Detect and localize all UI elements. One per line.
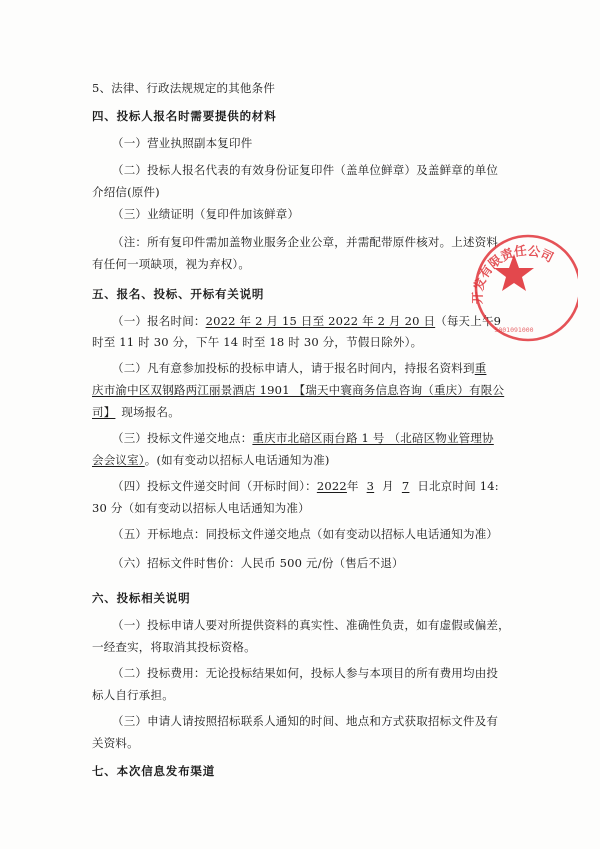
registration-time-label: （一）报名时间： — [112, 314, 206, 328]
bid-note-3-cont: 关资料。 — [92, 736, 139, 750]
material-item-2: （二）投标人报名代表的有效身份证复印件（盖单位鲜章）及盖鲜章的单位 — [112, 163, 499, 177]
registration-time-hours: （每天上午9 — [435, 314, 502, 328]
bid-note-2: （二）投标费用：无论投标结果如何，投标人参与本项目的所有费用均由投 — [112, 666, 499, 680]
bid-note-1: （一）投标申请人要对所提供资料的真实性、准确性负责，如有虚假或偏差， — [112, 618, 510, 632]
submission-time-cont: 30 分（如有变动以招标人电话通知为准） — [92, 501, 310, 515]
bid-note-3: （三）申请人请按照招标联系人通知的时间、地点和方式获取招标文件及有 — [112, 714, 499, 728]
section-6-heading: 六、投标相关说明 — [92, 591, 191, 605]
section-7-heading: 七、本次信息发布渠道 — [92, 764, 215, 778]
registration-place: （二）凡有意参加投标的投标申请人，请于报名时间内，持报名资料到重 — [112, 361, 487, 375]
bid-note-2-cont: 标人自行承担。 — [92, 688, 174, 702]
material-item-2-cont: 介绍信(原件) — [92, 185, 160, 199]
registration-address: 庆市渝中区双钢路两江丽景酒店 1901 【瑞天中寰商务信息咨询（重庆）有限公 — [92, 383, 505, 397]
section-5-heading: 五、报名、投标、开标有关说明 — [92, 287, 265, 301]
submission-address: 重庆市北碚区雨台路 1 号 （北碚区物业管理协 — [252, 431, 494, 445]
registration-address-start: 重 — [474, 361, 487, 375]
submission-time: （四）投标文件递交时间（开标时间）：2022年 3 月 7 日北京时间 14: — [112, 479, 499, 493]
note-line-1: （注：所有复印件需加盖物业服务企业公章，并需配带原件核对。上述资料 — [112, 235, 499, 249]
submission-place: （三）投标文件递交地点：重庆市北碚区雨台路 1 号 （北碚区物业管理协 — [112, 431, 494, 445]
seal-arc-text: 开发有限责任公司 — [469, 242, 556, 305]
material-item-3: （三）业绩证明（复印件加该鲜章） — [112, 207, 300, 221]
section-4-heading: 四、投标人报名时需要提供的材料 — [92, 109, 277, 123]
document-price: （六）招标文件时售价：人民币 500 元/份（售后不退） — [112, 556, 404, 570]
registration-date-range: 2022 年 2 月 15 日至 2022 年 2 月 20 日 — [205, 314, 436, 328]
company-seal — [458, 228, 578, 348]
condition-item-5: 5、法律、行政法规规定的其他条件 — [92, 81, 276, 95]
bid-note-1-cont: 一经查实，将取消其投标资格。 — [92, 640, 256, 654]
registration-time-cont: 时至 11 时 30 分，下午 14 时至 18 时 30 分，节假日除外）。 — [92, 335, 423, 349]
note-line-2: 有任何一项缺项，视为弃权）。 — [92, 257, 251, 271]
material-item-1: （一）营业执照副本复印件 — [112, 136, 253, 150]
opening-place: （五）开标地点：同投标文件递交地点（如有变动以招标人电话通知为准） — [112, 527, 499, 541]
registration-address-end: 司】 现场报名。 — [92, 405, 180, 419]
seal-number: 5001091000 — [494, 326, 534, 334]
submission-place-cont: 会会议室）。(如有变动以招标人电话通知为准) — [92, 453, 330, 467]
registration-time — [112, 313, 501, 329]
